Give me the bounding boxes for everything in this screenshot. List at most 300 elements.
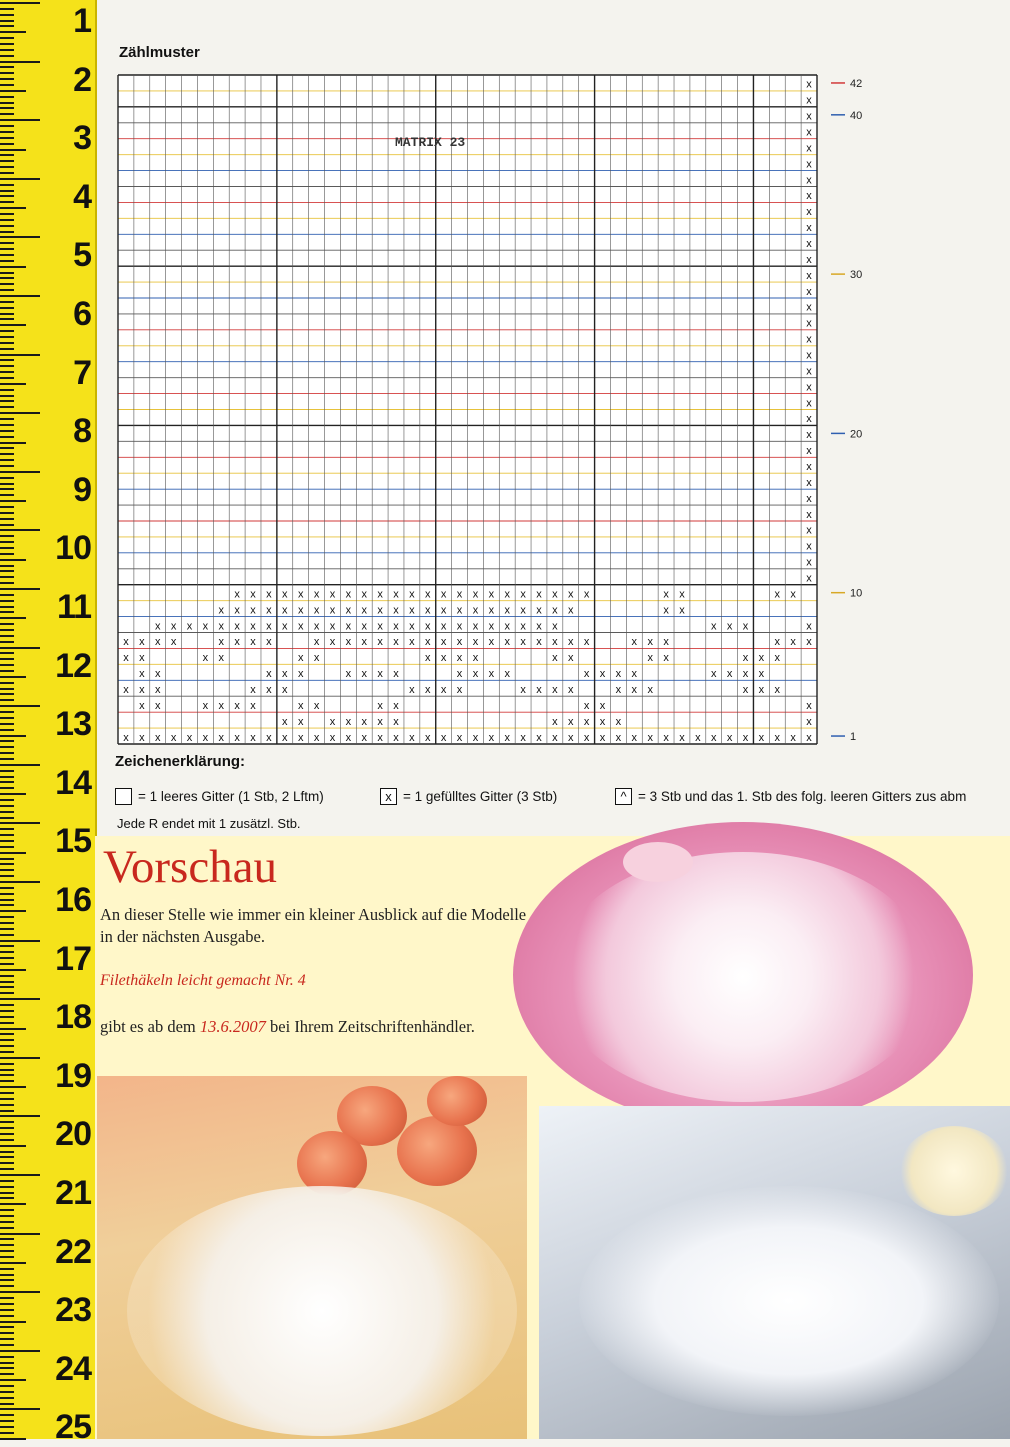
filled-cell: x — [568, 636, 574, 649]
filled-cell: x — [806, 524, 812, 537]
ruler-tick — [0, 1344, 14, 1346]
filled-cell: x — [440, 636, 447, 649]
filled-cell: x — [806, 620, 812, 633]
round-doily-photo — [513, 822, 973, 1128]
ruler-number: 15 — [55, 822, 91, 861]
filled-cell: x — [806, 253, 812, 266]
ruler-tick — [0, 1051, 14, 1053]
ruler-tick — [0, 1373, 14, 1375]
filled-cell: x — [234, 588, 240, 601]
ruler-tick — [0, 881, 40, 883]
filled-cell: x — [806, 142, 812, 155]
ruler-tick — [0, 641, 14, 643]
ruler-tick — [0, 922, 14, 924]
filled-cell: x — [393, 588, 399, 601]
filled-cell: x — [568, 684, 574, 697]
ruler-tick — [0, 1420, 14, 1422]
filled-cell: x — [774, 684, 781, 697]
ruler-tick — [0, 277, 14, 279]
filled-cell: x — [520, 604, 526, 617]
filled-cell: x — [234, 699, 240, 712]
ruler-number: 4 — [73, 177, 91, 216]
ruler-tick — [0, 400, 14, 402]
ruler-tick — [0, 600, 14, 602]
ruler-tick — [0, 758, 14, 760]
ruler-tick — [0, 119, 40, 121]
ruler-number: 1 — [73, 2, 91, 40]
ruler-tick — [0, 49, 14, 51]
filled-cell: x — [520, 636, 526, 649]
ruler-tick — [0, 553, 14, 555]
filled-cell: x — [266, 620, 272, 633]
ruler-tick — [0, 805, 14, 807]
filled-cell: x — [806, 699, 812, 712]
ruler-tick — [0, 793, 26, 795]
filled-cell: x — [313, 731, 320, 744]
filled-cell: x — [297, 699, 304, 712]
filled-cell: x — [710, 620, 717, 633]
ruler-tick — [0, 447, 14, 449]
filled-cell: x — [266, 731, 272, 744]
filled-cell: x — [282, 715, 288, 728]
filled-cell: x — [806, 540, 812, 553]
filled-cell: x — [361, 604, 367, 617]
filled-cell: x — [726, 731, 733, 744]
filled-cell: x — [297, 588, 304, 601]
ruler-tick — [0, 436, 14, 438]
preview-availability: gibt es ab dem 13.6.2007 bei Ihrem Zeitschriftenhändler. — [100, 1017, 475, 1036]
filled-cell: x — [170, 636, 177, 649]
ruler-tick — [0, 225, 14, 227]
ruler-tick — [0, 623, 14, 625]
ruler-tick — [0, 676, 26, 678]
filled-cell: x — [631, 668, 638, 681]
filled-cell: x — [790, 731, 796, 744]
filled-cell: x — [504, 731, 510, 744]
filled-cell: x — [504, 668, 510, 681]
ruler-tick — [0, 840, 14, 842]
ruler-tick — [0, 570, 14, 572]
filled-cell: x — [456, 636, 463, 649]
filled-cell: x — [345, 588, 352, 601]
ruler-tick — [0, 31, 26, 33]
filled-cell: x — [488, 620, 495, 633]
ruler-tick — [0, 1426, 14, 1428]
filled-cell: x — [742, 620, 749, 633]
filled-cell: x — [154, 668, 161, 681]
filled-cell: x — [440, 588, 447, 601]
filled-cell: x — [758, 731, 765, 744]
ruler-tick — [0, 1156, 14, 1158]
ruler-tick — [0, 1244, 14, 1246]
filled-cell: x — [456, 604, 463, 617]
filled-cell: x — [726, 668, 733, 681]
ruler-tick — [0, 143, 14, 145]
ruler-tick — [0, 1162, 14, 1164]
ruler-tick — [0, 875, 14, 877]
ruler-tick — [0, 582, 14, 584]
filled-cell: x — [806, 110, 812, 123]
filled-cell: x — [583, 715, 590, 728]
ruler-number: 9 — [73, 470, 91, 509]
filled-cell: x — [409, 636, 415, 649]
ruler-tick — [0, 975, 14, 977]
filled-cell: x — [806, 492, 812, 505]
ruler-tick — [0, 1074, 14, 1076]
ruler-tick — [0, 1063, 14, 1065]
filled-cell: x — [488, 668, 495, 681]
filled-cell: x — [806, 365, 812, 378]
filled-cell: x — [313, 604, 320, 617]
ruler-number: 7 — [73, 353, 91, 392]
ruler-tick — [0, 354, 40, 356]
ruler-tick — [0, 635, 14, 637]
ruler-tick — [0, 1385, 14, 1387]
filled-cell: x — [440, 620, 447, 633]
filled-cell: x — [154, 620, 161, 633]
ruler-number: 25 — [55, 1408, 91, 1447]
filled-cell: x — [123, 684, 129, 697]
filled-cell: x — [806, 285, 812, 298]
ruler-tick — [0, 1192, 14, 1194]
row-label: 40 — [850, 109, 863, 122]
ruler-tick — [0, 1227, 14, 1229]
filled-cell: x — [726, 620, 733, 633]
filled-cell: x — [742, 668, 749, 681]
filled-cell: x — [552, 715, 558, 728]
ruler-tick — [0, 166, 14, 168]
filled-cell: x — [218, 620, 225, 633]
ruler-tick — [0, 377, 14, 379]
ruler-number: 23 — [55, 1291, 91, 1330]
ruler-tick — [0, 1104, 14, 1106]
ruler-tick — [0, 301, 14, 303]
ruler-tick — [0, 72, 14, 74]
ruler-tick — [0, 863, 14, 865]
ruler-tick — [0, 1145, 26, 1147]
filled-cell: x — [806, 461, 812, 474]
filled-cell: x — [472, 588, 479, 601]
ruler-tick — [0, 1174, 40, 1176]
ruler-tick — [0, 547, 14, 549]
filled-cell: x — [552, 731, 558, 744]
filled-cell: x — [234, 620, 240, 633]
filled-cell: x — [202, 731, 209, 744]
ruler-tick — [0, 664, 14, 666]
empty-cell-icon — [115, 788, 132, 805]
ruler-number: 14 — [55, 763, 91, 802]
filled-cell: x — [806, 429, 812, 442]
ruler-tick — [0, 606, 14, 608]
ruler-tick — [0, 313, 14, 315]
ruler-tick — [0, 1285, 14, 1287]
ruler-tick — [0, 219, 14, 221]
filled-cell: x — [647, 652, 653, 665]
filled-cell: x — [663, 636, 669, 649]
ruler-number: 18 — [55, 998, 91, 1037]
ruler-tick — [0, 195, 14, 197]
filled-cell: x — [345, 620, 352, 633]
ruler-tick — [0, 324, 26, 326]
filled-cell: x — [377, 620, 383, 633]
filled-cell: x — [536, 684, 542, 697]
oval-doily-photo — [539, 1106, 1010, 1439]
ruler-number: 5 — [73, 236, 91, 275]
ruler-tick — [0, 1180, 14, 1182]
filled-cell: x — [170, 731, 177, 744]
ruler-tick — [0, 764, 40, 766]
filled-cell: x — [329, 588, 336, 601]
chart-title: Zählmuster — [119, 44, 200, 61]
ruler-tick — [0, 307, 14, 309]
filled-cell: x — [552, 636, 558, 649]
filled-cell: x — [806, 190, 812, 203]
filled-cell: x — [440, 652, 447, 665]
filled-cell: x — [647, 684, 653, 697]
filled-cell: x — [806, 222, 812, 235]
filled-cell: x — [806, 238, 812, 251]
filled-cell: x — [615, 684, 622, 697]
ruler-number: 17 — [55, 939, 91, 978]
ruler-tick — [0, 1110, 14, 1112]
filled-cell: x — [806, 636, 812, 649]
filled-cell: x — [806, 126, 812, 139]
ruler-tick — [0, 8, 14, 10]
ruler-tick — [0, 84, 14, 86]
filled-cell: x — [615, 668, 622, 681]
ruler-tick — [0, 629, 14, 631]
filled-cell: x — [520, 620, 526, 633]
ruler-tick — [0, 2, 40, 4]
ruler-tick — [0, 494, 14, 496]
ruler-tick — [0, 465, 14, 467]
filled-cell: x — [568, 652, 574, 665]
filled-cell: x — [250, 699, 256, 712]
filled-cell: x — [345, 636, 352, 649]
filled-cell: x — [282, 684, 288, 697]
ruler-number: 21 — [55, 1174, 91, 1212]
ruler-tick — [0, 1022, 14, 1024]
filled-cell: x — [647, 731, 653, 744]
filled-cell: x — [806, 94, 812, 107]
filled-cell: x — [488, 604, 495, 617]
ruler-number: 8 — [73, 412, 91, 451]
decrease-cell-icon: ^ — [615, 788, 632, 805]
ruler-tick — [0, 336, 14, 338]
filled-cell: x — [250, 588, 256, 601]
filled-cell: x — [806, 301, 812, 314]
ruler-tick — [0, 887, 14, 889]
ruler-tick — [0, 969, 26, 971]
filled-cell: x — [282, 588, 288, 601]
ruler-tick — [0, 723, 14, 725]
ruler-tick — [0, 1221, 14, 1223]
ruler-tick — [0, 1268, 14, 1270]
filled-cell: x — [599, 699, 606, 712]
ruler-tick — [0, 1391, 14, 1393]
ruler-number: 12 — [55, 646, 91, 685]
ruler-tick — [0, 107, 14, 109]
filled-cell: x — [409, 684, 415, 697]
filled-cell: x — [806, 333, 812, 346]
filled-cell: x — [806, 476, 812, 489]
filled-cell: x — [520, 684, 526, 697]
ruler-tick — [0, 647, 40, 649]
ruler-tick — [0, 1315, 14, 1317]
filled-cell: x — [679, 604, 685, 617]
filled-cell: x — [568, 731, 574, 744]
filled-cell: x — [536, 731, 542, 744]
filled-cell: x — [774, 731, 781, 744]
ruler-tick — [0, 699, 14, 701]
ruler-tick — [0, 910, 26, 912]
filled-cell: x — [202, 699, 209, 712]
page — [95, 0, 1010, 1439]
filled-cell: x — [568, 715, 574, 728]
filled-cell: x — [472, 604, 479, 617]
filled-cell: x — [552, 652, 558, 665]
ruler-tick — [0, 735, 26, 737]
ruler-tick — [0, 1168, 14, 1170]
ruler-tick — [0, 1338, 14, 1340]
filled-cell: x — [552, 620, 558, 633]
filled-cell: x — [647, 636, 653, 649]
ruler-tick — [0, 1303, 14, 1305]
preview-title: Vorschau — [103, 841, 278, 893]
ruler-tick — [0, 154, 14, 156]
ruler-tick — [0, 1397, 14, 1399]
filled-cell: x — [361, 668, 367, 681]
filled-cell: x — [806, 413, 812, 426]
ruler-tick — [0, 1045, 14, 1047]
ruler-tick — [0, 1356, 14, 1358]
legend-filled: x = 1 gefülltes Gitter (3 Stb) — [380, 788, 557, 805]
filled-cell: x — [313, 620, 320, 633]
ruler-tick — [0, 43, 14, 45]
filled-cell: x — [663, 652, 669, 665]
ruler-tick — [0, 190, 14, 192]
filled-cell: x — [377, 604, 383, 617]
filled-cell: x — [266, 604, 272, 617]
ruler-tick — [0, 442, 26, 444]
filled-cell: x — [425, 636, 431, 649]
ruler-tick — [0, 1139, 14, 1141]
ruler-tick — [0, 1203, 26, 1205]
filled-cell: x — [472, 731, 479, 744]
ruler-tick — [0, 981, 14, 983]
filled-cell: x — [615, 731, 622, 744]
filled-cell: x — [663, 731, 669, 744]
filled-cell: x — [806, 445, 812, 458]
filled-cell: x — [218, 636, 225, 649]
filled-cell: x — [266, 588, 272, 601]
filled-cell: x — [234, 604, 240, 617]
ruler-tick — [0, 318, 14, 320]
filled-cell: x — [599, 731, 606, 744]
ruler-tick — [0, 1332, 14, 1334]
filled-cell: x — [297, 620, 304, 633]
ruler-tick — [0, 66, 14, 68]
ruler-tick — [0, 1197, 14, 1199]
filled-cell: x — [250, 684, 256, 697]
legend-decrease: ^ = 3 Stb und das 1. Stb des folg. leeren Gitters zus abm — [615, 788, 966, 805]
filled-cell: x — [139, 668, 145, 681]
ruler-tick — [0, 78, 14, 80]
ruler-tick — [0, 37, 14, 39]
ruler-tick — [0, 453, 14, 455]
filled-cell: x — [250, 636, 256, 649]
ruler-number: 2 — [73, 60, 91, 99]
ruler-tick — [0, 740, 14, 742]
ruler-tick — [0, 14, 14, 16]
filled-cell: x — [520, 731, 526, 744]
ruler-tick — [0, 1256, 14, 1258]
ruler-tick — [0, 1250, 14, 1252]
ruler-tick — [0, 1098, 14, 1100]
filled-cell: x — [568, 604, 574, 617]
filled-cell: x — [313, 699, 320, 712]
filled-cell: x — [806, 731, 812, 744]
filled-cell: x — [488, 588, 495, 601]
filled-cell: x — [774, 588, 781, 601]
legend-note: Jede R endet mit 1 zusätzl. Stb. — [117, 816, 301, 831]
filled-cell: x — [345, 668, 352, 681]
ruler-tick — [0, 752, 14, 754]
filled-cell: x — [742, 652, 749, 665]
ruler-tick — [0, 506, 14, 508]
filled-cell: x — [774, 636, 781, 649]
ruler-tick — [0, 963, 14, 965]
ruler-tick — [0, 1092, 14, 1094]
filled-cell: x — [504, 620, 510, 633]
ruler-tick — [0, 1279, 14, 1281]
ruler-tick — [0, 236, 40, 238]
ruler-tick — [0, 342, 14, 344]
filled-cell: x — [806, 174, 812, 187]
ruler-tick — [0, 717, 14, 719]
filled-cell: x — [282, 604, 288, 617]
ruler-tick — [0, 242, 14, 244]
ruler-tick — [0, 512, 14, 514]
legend-empty: = 1 leeres Gitter (1 Stb, 2 Lftm) — [115, 788, 324, 805]
ruler-tick — [0, 992, 14, 994]
filled-cell: x — [472, 636, 479, 649]
preview-section — [95, 836, 1010, 1439]
ruler-tick — [0, 1057, 40, 1059]
filled-cell: x — [234, 636, 240, 649]
ruler-tick — [0, 160, 14, 162]
filled-cell: x — [361, 715, 367, 728]
filled-cell: x — [806, 381, 812, 394]
filled-cell: x — [313, 652, 320, 665]
filled-cell: x — [504, 588, 510, 601]
ruler-tick — [0, 395, 14, 397]
ruler-number: 11 — [57, 588, 91, 626]
row-label: 30 — [850, 269, 863, 282]
filled-cell: x — [154, 636, 161, 649]
ruler-tick — [0, 1121, 14, 1123]
ruler-tick — [0, 459, 14, 461]
filled-cell: x — [456, 588, 463, 601]
ruler-number: 19 — [55, 1056, 91, 1095]
filled-cell: x — [218, 604, 225, 617]
filled-cell: x — [266, 668, 272, 681]
ruler-tick — [0, 834, 14, 836]
filled-cell: x — [282, 668, 288, 681]
filled-cell: x — [536, 588, 542, 601]
ruler-tick — [0, 986, 14, 988]
ruler-tick — [0, 371, 14, 373]
